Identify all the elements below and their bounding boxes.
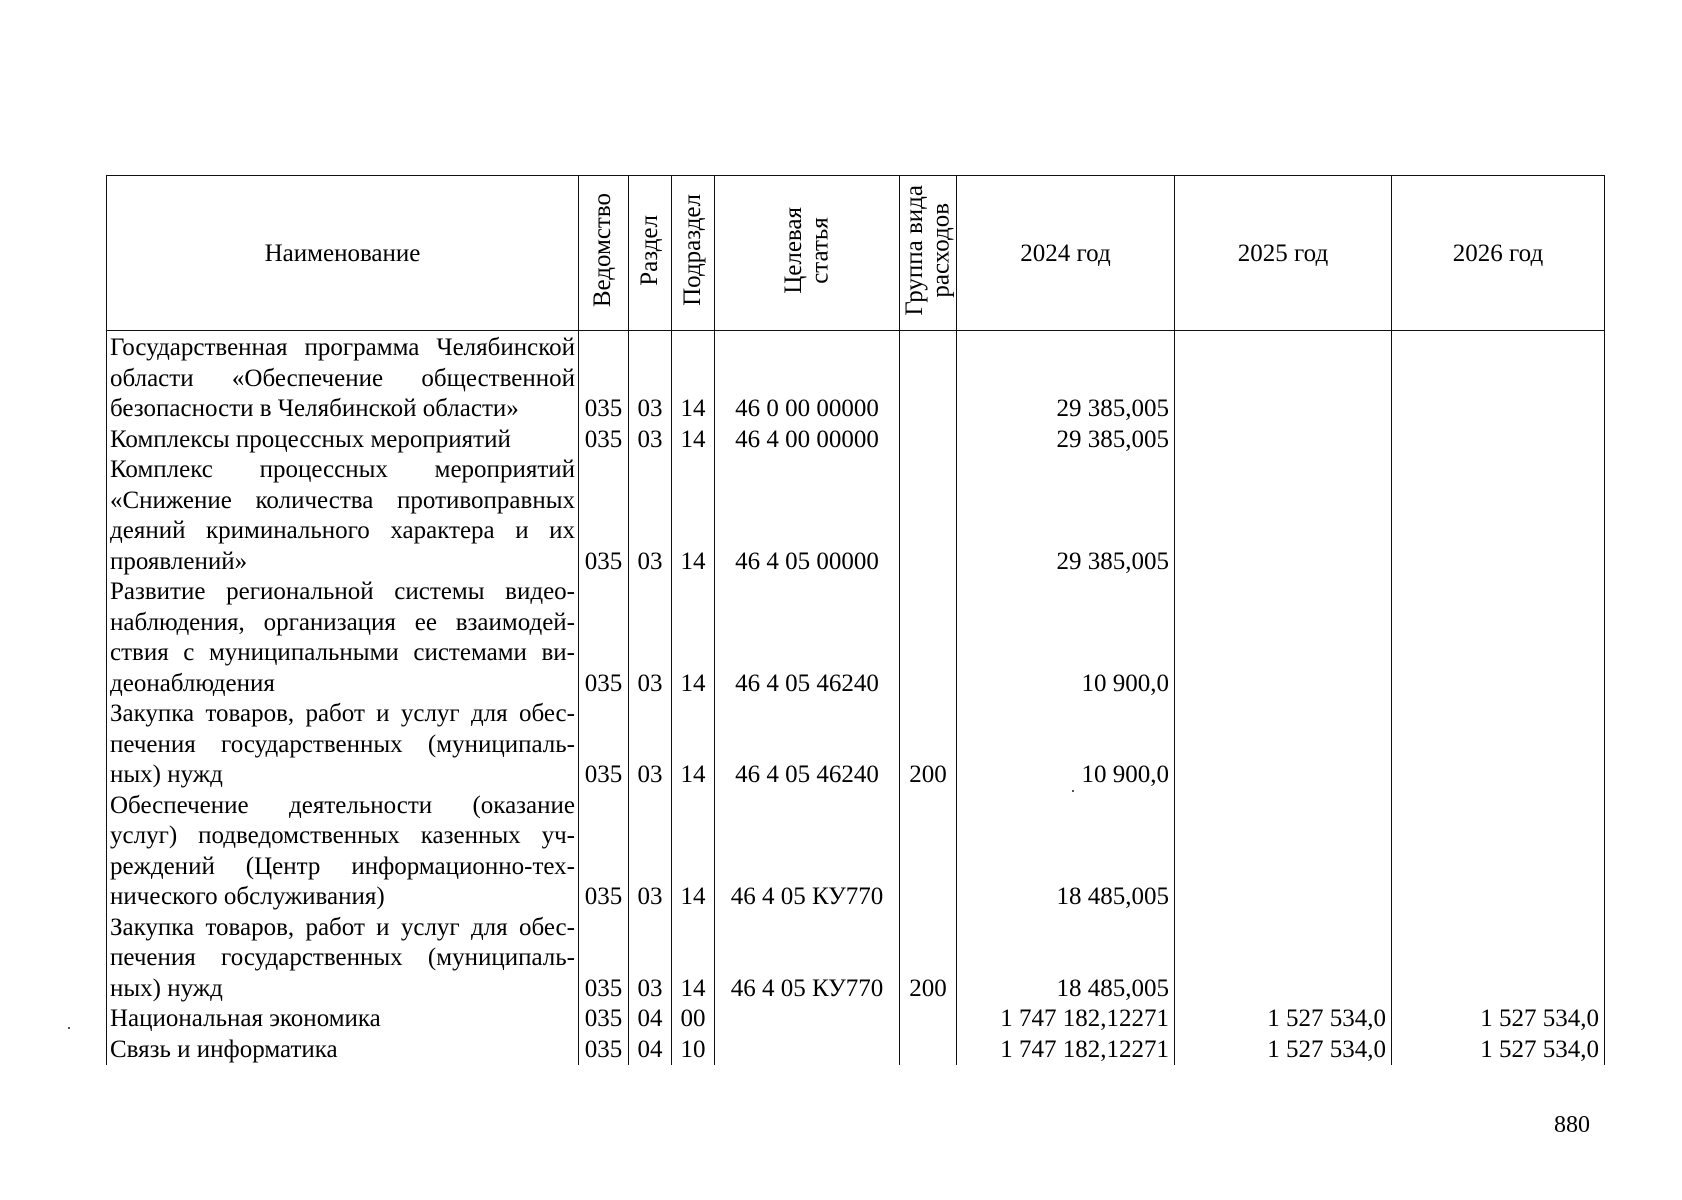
- budget-table: [106, 175, 1605, 1065]
- table-header-row: [107, 176, 1605, 331]
- scan-speck: [68, 1027, 70, 1029]
- table-row: [107, 699, 1605, 791]
- row-subsection: 14: [672, 791, 715, 913]
- row-y2024: 10 900,0: [957, 577, 1175, 699]
- row-y2024: 29 385,005: [957, 425, 1175, 456]
- row-subsection: 14: [672, 577, 715, 699]
- row-y2024: 10 900,0: [957, 699, 1175, 791]
- row-name: Комплекс процессных мероприятий «Снижение количества противоправных деяний криминального характера и их проявлений»: [107, 455, 579, 577]
- row-target-article: 46 0 00 00000: [715, 331, 900, 425]
- row-name: Обеспечение деятельности (оказание услуг) подведомственных казенных учреждений (Центр информационно-технического обслуживания): [107, 791, 579, 913]
- row-name: Закупка товаров, работ и услуг для обеспечения государственных (муниципальных) нужд: [107, 913, 579, 1005]
- row-target-article: 46 4 05 46240: [715, 699, 900, 791]
- row-subsection: 00: [672, 1004, 715, 1035]
- row-y2026: [1392, 331, 1605, 425]
- row-y2024: 18 485,005: [957, 791, 1175, 913]
- row-name: Развитие региональной системы видеонаблюдения, организация ее взаимодействия с муниципальными системами видеонаблюдения: [107, 577, 579, 699]
- row-expense-group: 200: [900, 913, 957, 1005]
- page-number: 880: [1554, 1112, 1590, 1138]
- row-y2025: [1175, 791, 1392, 913]
- row-y2025: 1 527 534,0: [1175, 1035, 1392, 1066]
- row-y2026: [1392, 913, 1605, 1005]
- row-y2025: 1 527 534,0: [1175, 1004, 1392, 1035]
- row-y2024: 1 747 182,12271: [957, 1004, 1175, 1035]
- row-name: Государственная программа Челябинской области «Обеспечение общественной безопасности в Челябинской области»: [107, 331, 579, 425]
- row-target-article: 46 4 05 КУ770: [715, 913, 900, 1005]
- row-section: 03: [629, 913, 672, 1005]
- row-subsection: 14: [672, 699, 715, 791]
- row-y2026: 1 527 534,0: [1392, 1035, 1605, 1066]
- row-subsection: 14: [672, 913, 715, 1005]
- row-target-article: 46 4 05 46240: [715, 577, 900, 699]
- row-section: 03: [629, 699, 672, 791]
- scan-speck: [1072, 790, 1074, 792]
- row-section: 03: [629, 331, 672, 425]
- row-y2026: [1392, 425, 1605, 456]
- row-y2026: [1392, 577, 1605, 699]
- row-section: 03: [629, 425, 672, 456]
- table-row: [107, 1035, 1605, 1066]
- row-y2025: [1175, 913, 1392, 1005]
- header-target-article: Целевая статья: [715, 176, 900, 331]
- header-section: Раздел: [629, 176, 672, 331]
- header-department: Ведомство: [579, 176, 629, 331]
- row-section: 04: [629, 1035, 672, 1066]
- row-y2024: 29 385,005: [957, 331, 1175, 425]
- row-y2024: 29 385,005: [957, 455, 1175, 577]
- row-y2025: [1175, 699, 1392, 791]
- table-row: [107, 1004, 1605, 1035]
- row-department: 035: [579, 425, 629, 456]
- row-section: 03: [629, 455, 672, 577]
- table-row: [107, 331, 1605, 425]
- row-expense-group: 200: [900, 699, 957, 791]
- row-name: Национальная экономика: [107, 1004, 579, 1035]
- table-row: [107, 577, 1605, 699]
- row-department: 035: [579, 791, 629, 913]
- budget-table-container: [106, 175, 1604, 1101]
- row-target-article: 46 4 05 00000: [715, 455, 900, 577]
- row-subsection: 14: [672, 425, 715, 456]
- row-department: 035: [579, 577, 629, 699]
- row-department: 035: [579, 1035, 629, 1066]
- row-section: 04: [629, 1004, 672, 1035]
- row-name: Закупка товаров, работ и услуг для обеспечения государственных (муниципальных) нужд: [107, 699, 579, 791]
- row-target-article: 46 4 00 00000: [715, 425, 900, 456]
- row-section: 03: [629, 791, 672, 913]
- row-y2026: [1392, 791, 1605, 913]
- row-expense-group: [900, 1004, 957, 1035]
- row-y2025: [1175, 331, 1392, 425]
- row-department: 035: [579, 913, 629, 1005]
- row-y2026: [1392, 455, 1605, 577]
- header-expense-group: Группа вида расходов: [900, 176, 957, 331]
- row-department: 035: [579, 455, 629, 577]
- row-expense-group: [900, 577, 957, 699]
- row-y2025: [1175, 425, 1392, 456]
- header-subsection: Подраздел: [672, 176, 715, 331]
- header-year-2026: 2026 год: [1392, 176, 1605, 331]
- row-subsection: 10: [672, 1035, 715, 1066]
- row-department: 035: [579, 331, 629, 425]
- row-y2026: [1392, 699, 1605, 791]
- row-subsection: 14: [672, 331, 715, 425]
- row-expense-group: [900, 425, 957, 456]
- table-row: [107, 425, 1605, 456]
- row-name: Связь и информатика: [107, 1035, 579, 1066]
- row-expense-group: [900, 1035, 957, 1066]
- table-row: [107, 791, 1605, 913]
- row-expense-group: [900, 455, 957, 577]
- row-target-article: [715, 1035, 900, 1066]
- row-y2024: 18 485,005: [957, 913, 1175, 1005]
- row-name: Комплексы процессных мероприятий: [107, 425, 579, 456]
- row-department: 035: [579, 699, 629, 791]
- header-name: Наименование: [107, 176, 579, 331]
- row-target-article: 46 4 05 КУ770: [715, 791, 900, 913]
- row-section: 03: [629, 577, 672, 699]
- header-year-2024: 2024 год: [957, 176, 1175, 331]
- row-y2025: [1175, 577, 1392, 699]
- row-subsection: 14: [672, 455, 715, 577]
- table-row: [107, 455, 1605, 577]
- row-department: 035: [579, 1004, 629, 1035]
- table-row: [107, 913, 1605, 1005]
- row-y2024: 1 747 182,12271: [957, 1035, 1175, 1066]
- row-expense-group: [900, 331, 957, 425]
- table-body: [107, 331, 1605, 1066]
- row-y2026: 1 527 534,0: [1392, 1004, 1605, 1035]
- row-expense-group: [900, 791, 957, 913]
- row-target-article: [715, 1004, 900, 1035]
- header-year-2025: 2025 год: [1175, 176, 1392, 331]
- row-y2025: [1175, 455, 1392, 577]
